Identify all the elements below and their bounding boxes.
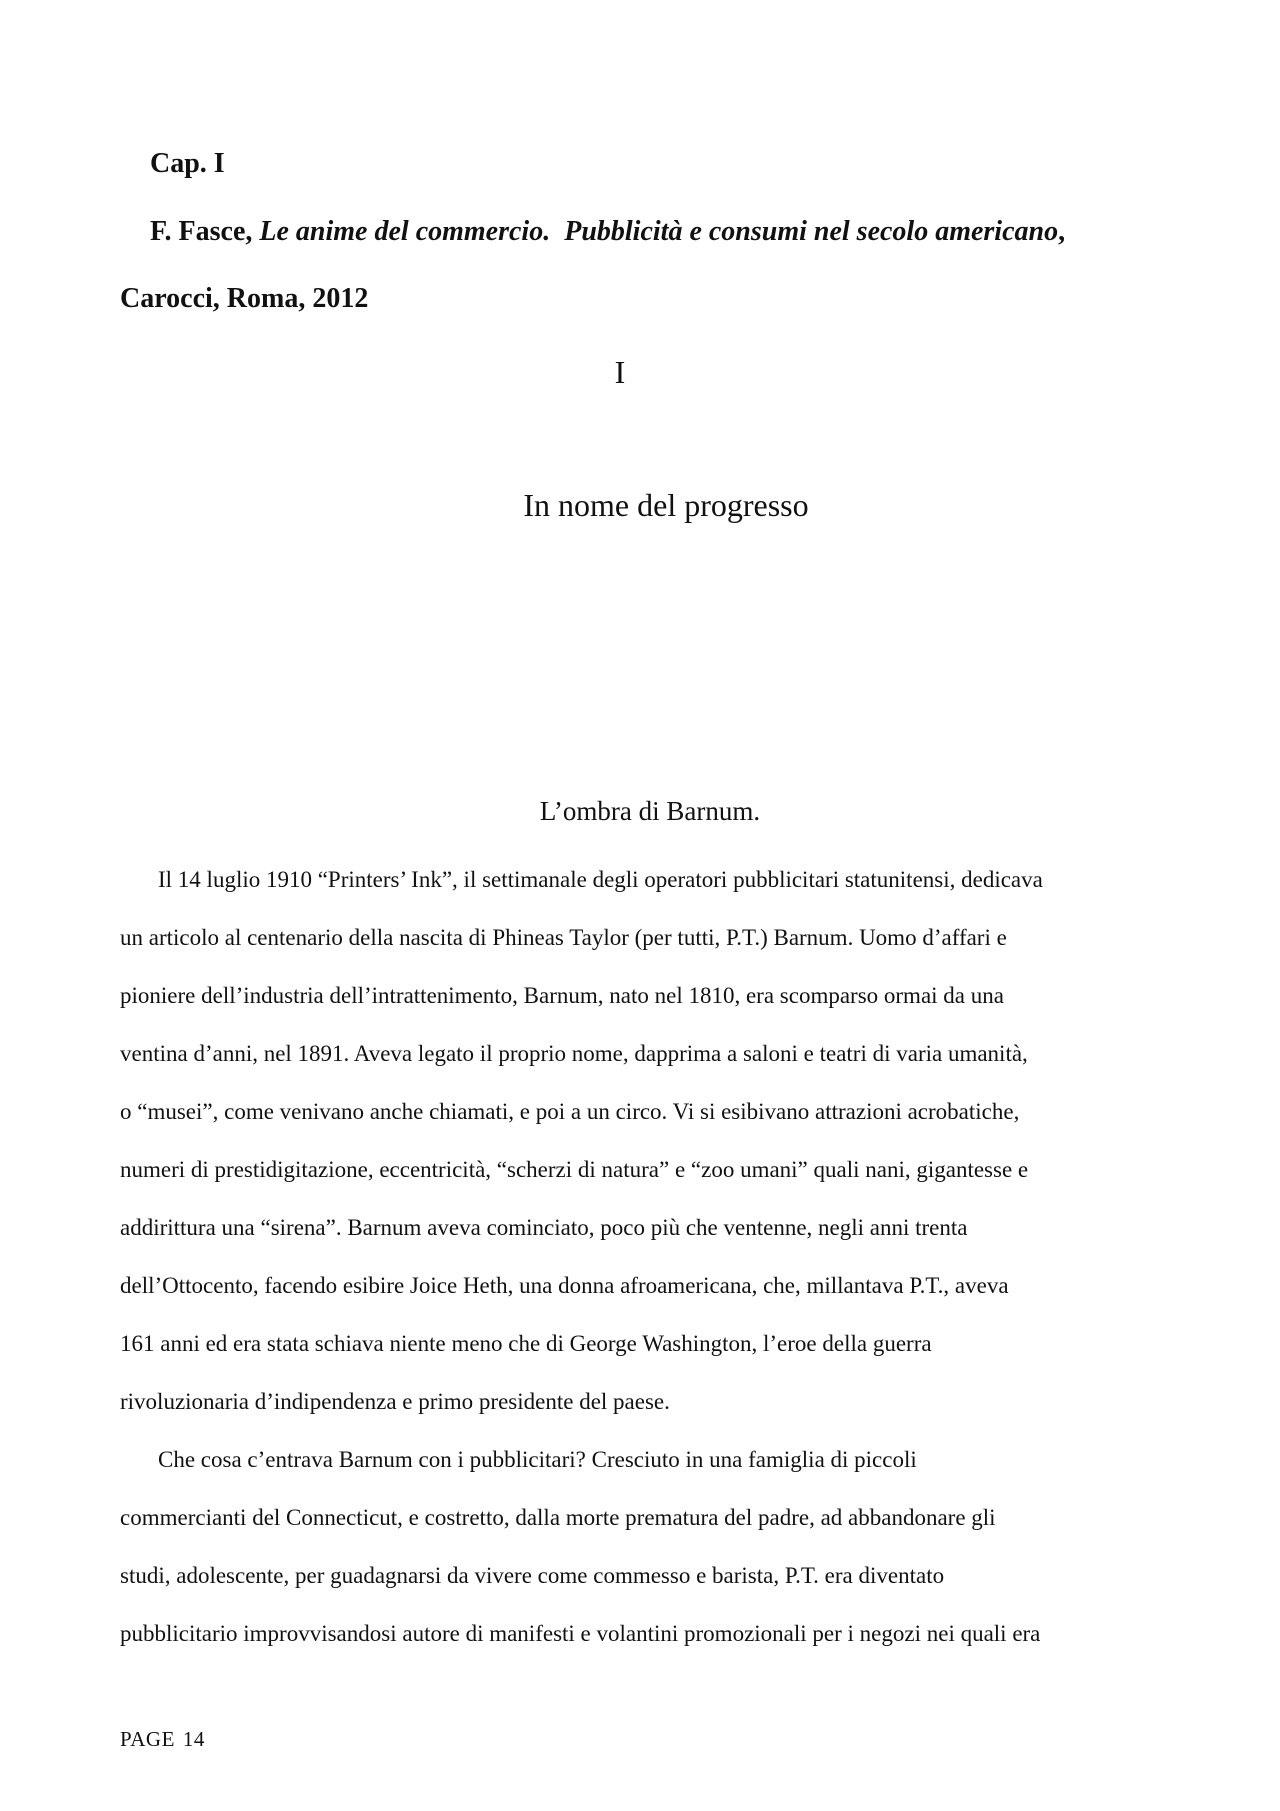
paragraph-line: numeri di prestidigitazione, eccentricità, “scherzi di natura” e “zoo umani” quali nani, gigantesse e [120,1157,1029,1182]
section-title: L’ombra di Barnum. [539,796,761,826]
paragraph-line: addirittura una “sirena”. Barnum aveva cominciato, poco più che ventenne, negli anni trenta [120,1215,968,1240]
reference-comma: , [1058,216,1066,247]
paragraph-line: rivoluzionaria d’indipendenza e primo presidente del paese. [120,1389,670,1414]
reference-publisher: Carocci, Roma, 2012 [120,283,369,314]
paragraph-line: Il 14 luglio 1910 “Printers’ Ink”, il settimanale degli operatori pubblicitari statunitensi, dedicava [158,867,1043,892]
chapter-title: In nome del progresso [523,487,809,523]
page-label: PAGE [120,1727,175,1751]
bibliographic-reference [150,216,1065,248]
paragraph-line: pubblicitario improvvisandosi autore di manifesti e volantini promozionali per i negozi nei quali era [120,1621,1041,1646]
page-number: 14 [182,1727,205,1751]
paragraph-line: o “musei”, come venivano anche chiamati, e poi a un circo. Vi si esibivano attrazioni acrobatiche, [120,1099,1020,1124]
paragraph-line: un articolo al centenario della nascita di Phineas Taylor (per tutti, P.T.) Barnum. Uomo d’affari e [120,925,1007,950]
reference-title-part2: Pubblicità e consumi nel secolo americano [564,216,1059,247]
reference-title-part1: Le anime del commercio. [259,216,551,247]
reference-author: F. Fasce, [150,216,253,247]
chapter-number: I [614,354,626,390]
paragraph-1 [120,851,1170,1431]
page-footer [120,1727,213,1752]
paragraph-2 [120,1431,1170,1663]
paragraph-line: dell’Ottocento, facendo esibire Joice Heth, una donna afroamericana, che, millantava P.T., aveva [120,1273,1009,1298]
paragraph-line: ventina d’anni, nel 1891. Aveva legato il proprio nome, dapprima a saloni e teatri di varia umanità, [120,1041,1028,1066]
body-text [120,851,1170,1663]
paragraph-line: studi, adolescente, per guadagnarsi da vivere come commesso e barista, P.T. era diventato [120,1563,945,1588]
chapter-label: Cap. I [150,148,225,179]
paragraph-line: Che cosa c’entrava Barnum con i pubblicitari? Cresciuto in una famiglia di piccoli [158,1447,917,1472]
paragraph-line: 161 anni ed era stata schiava niente meno che di George Washington, l’eroe della guerra [120,1331,932,1356]
paragraph-line: commercianti del Connecticut, e costretto, dalla morte prematura del padre, ad abbandonare gli [120,1505,996,1530]
paragraph-line: pioniere dell’industria dell’intrattenimento, Barnum, nato nel 1810, era scomparso ormai da una [120,983,1004,1008]
